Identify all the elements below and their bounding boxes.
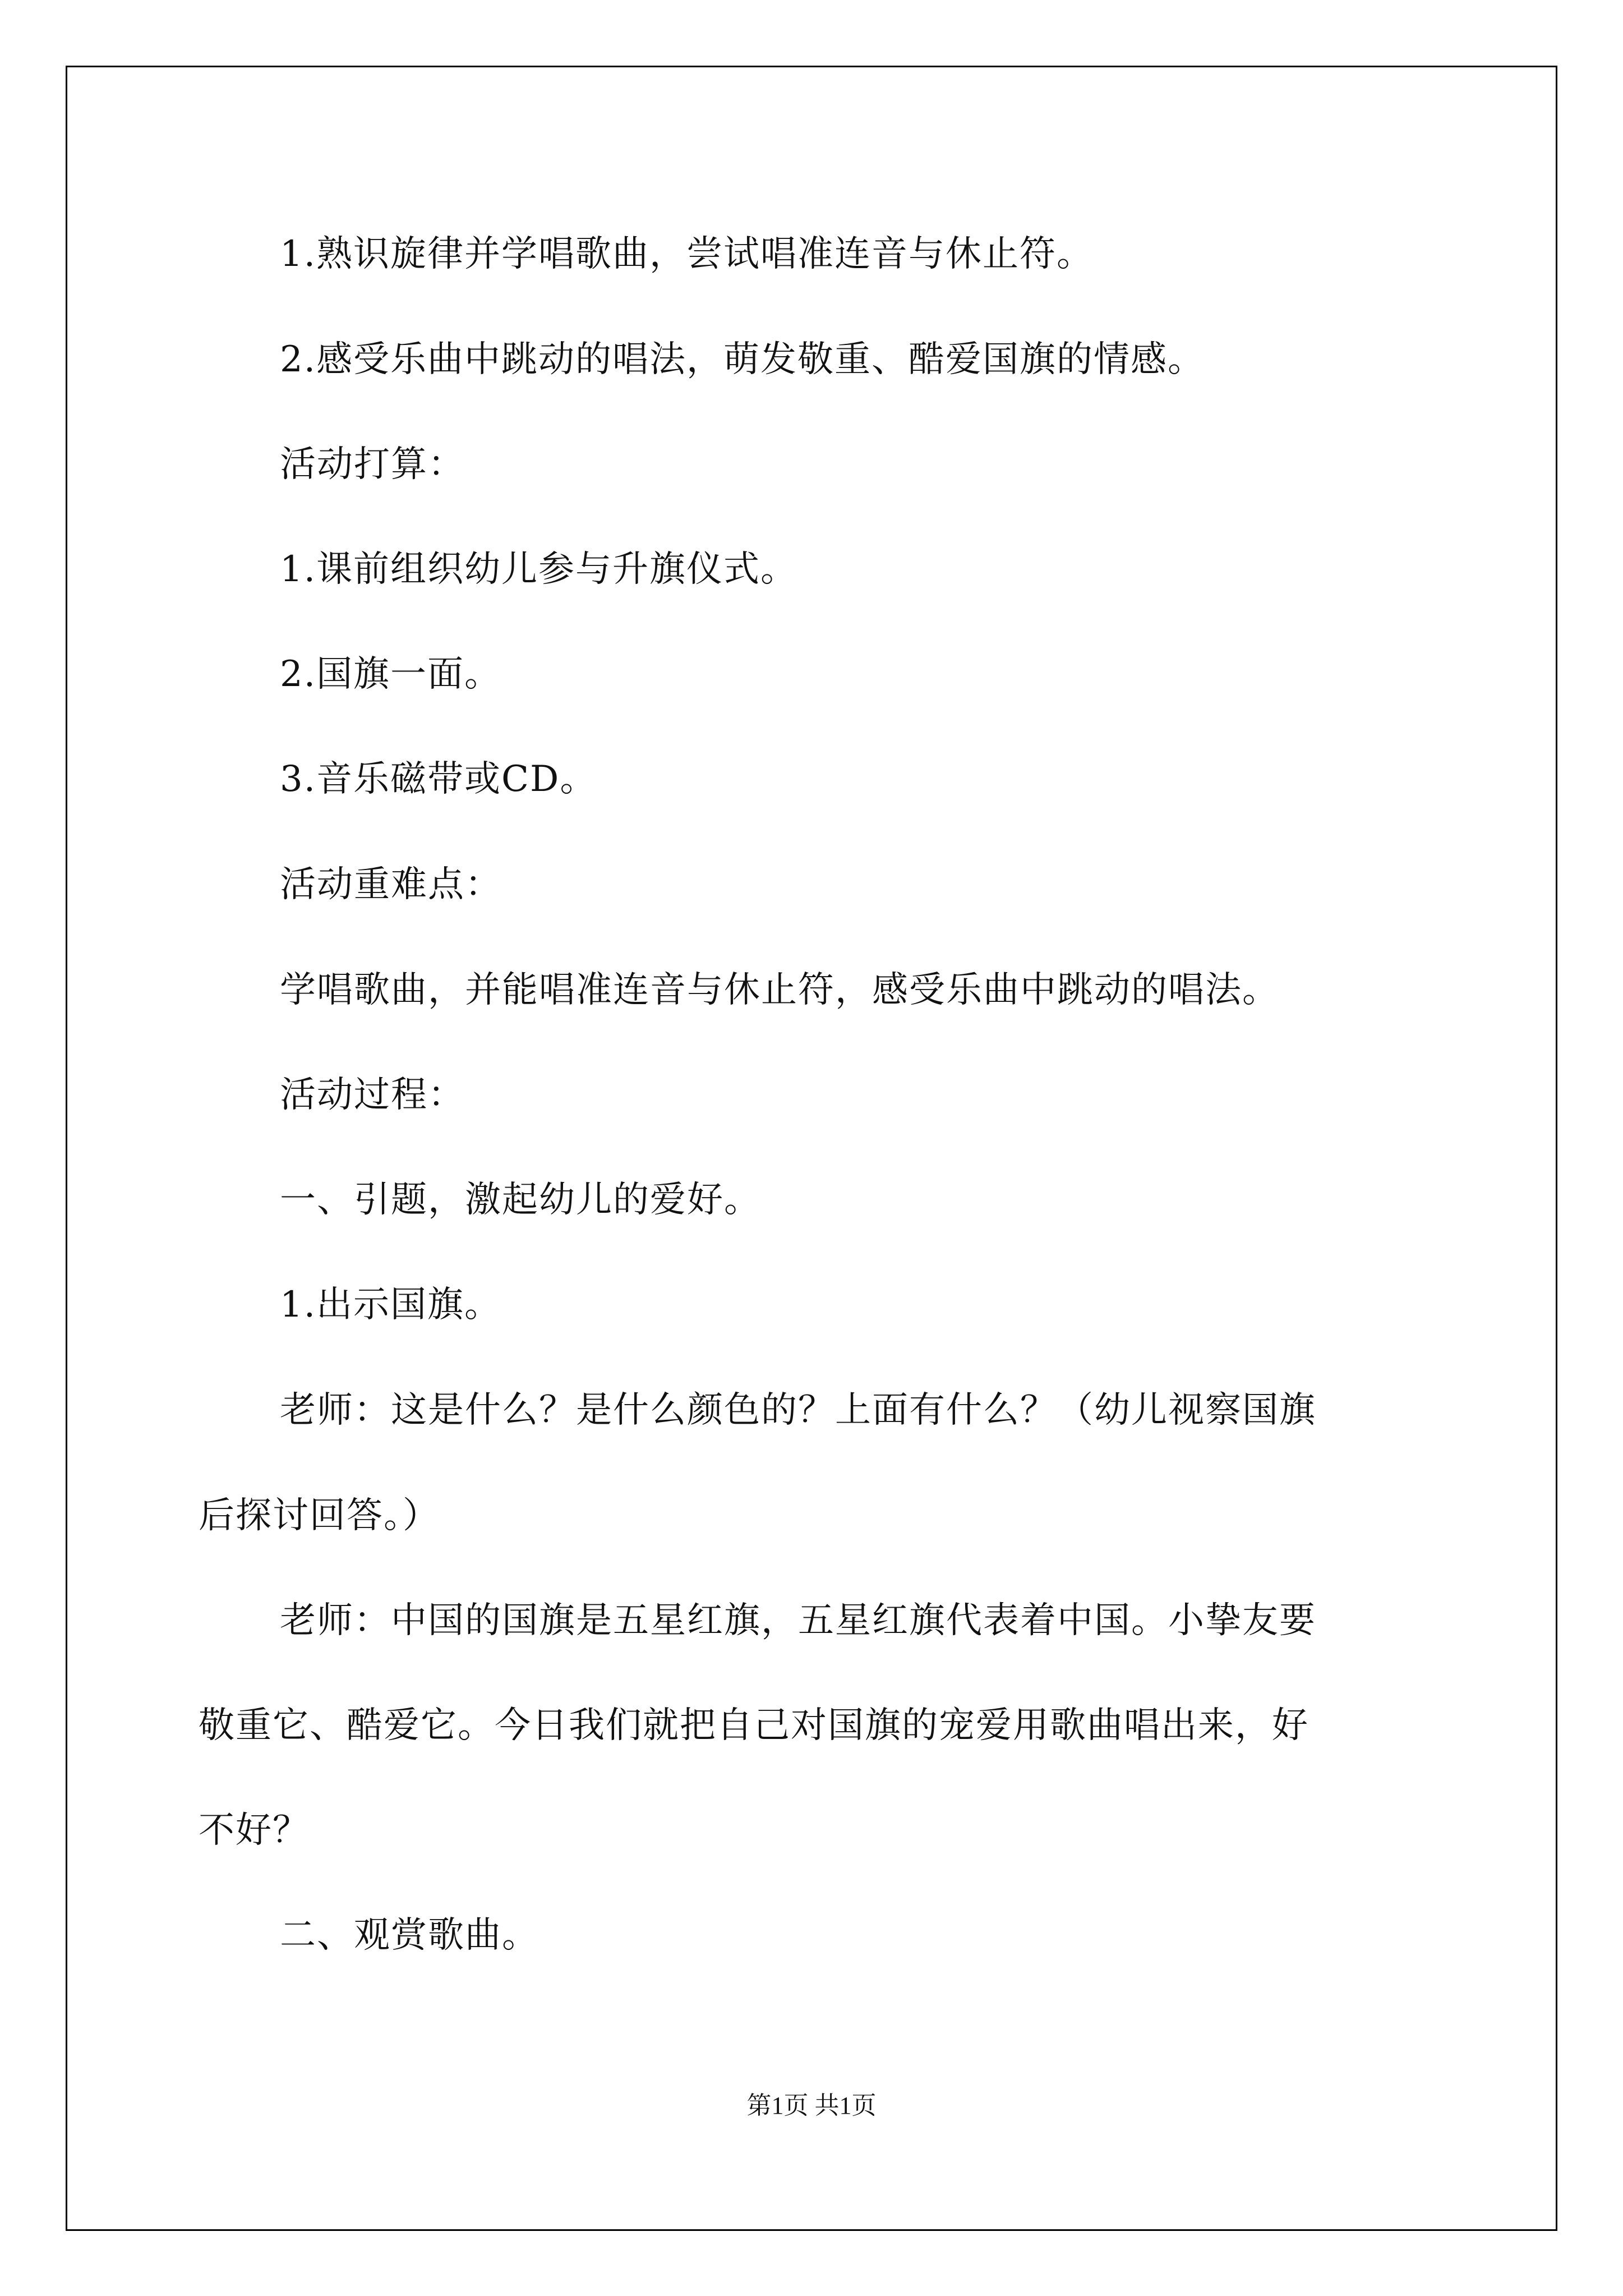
heading-preparation: 活动打算： xyxy=(280,444,465,485)
paragraph-step-1-1: 1.出示国旗。 xyxy=(280,1284,502,1326)
paragraph-step-1: 一、引题，激起幼儿的爱好。 xyxy=(280,1179,761,1221)
page-number-footer: 第1页 共1页 xyxy=(746,2092,877,2119)
paragraph-objective-1: 1.熟识旋律并学唱歌曲，尝试唱准连音与休止符。 xyxy=(280,233,1094,275)
paragraph-preparation-1: 1.课前组织幼儿参与升旗仪式。 xyxy=(280,549,798,590)
heading-process: 活动过程： xyxy=(280,1074,465,1116)
paragraph-teacher-2-end: 不好？ xyxy=(199,1810,310,1851)
page-border xyxy=(66,66,1557,2231)
paragraph-preparation-2: 2.国旗一面。 xyxy=(280,654,502,695)
paragraph-teacher-1: 老师：这是什么？是什么颜色的？上面有什么？（幼儿视察国旗 xyxy=(280,1389,1316,1431)
paragraph-step-2: 二、观赏歌曲。 xyxy=(280,1915,539,1956)
paragraph-teacher-2: 老师：中国的国旗是五星红旗，五星红旗代表着中国。小挚友要 xyxy=(280,1600,1316,1641)
paragraph-preparation-3: 3.音乐磁带或CD。 xyxy=(280,758,597,800)
paragraph-teacher-2-cont: 敬重它、酷爱它。今日我们就把自己对国旗的宠爱用歌曲唱出来，好 xyxy=(199,1705,1309,1746)
paragraph-objective-2: 2.感受乐曲中跳动的唱法，萌发敬重、酷爱国旗的情感。 xyxy=(280,339,1205,380)
paragraph-key-points: 学唱歌曲，并能唱准连音与休止符，感受乐曲中跳动的唱法。 xyxy=(280,969,1279,1011)
paragraph-teacher-1-cont: 后探讨回答。） xyxy=(199,1495,440,1536)
heading-key-points: 活动重难点： xyxy=(280,864,502,905)
